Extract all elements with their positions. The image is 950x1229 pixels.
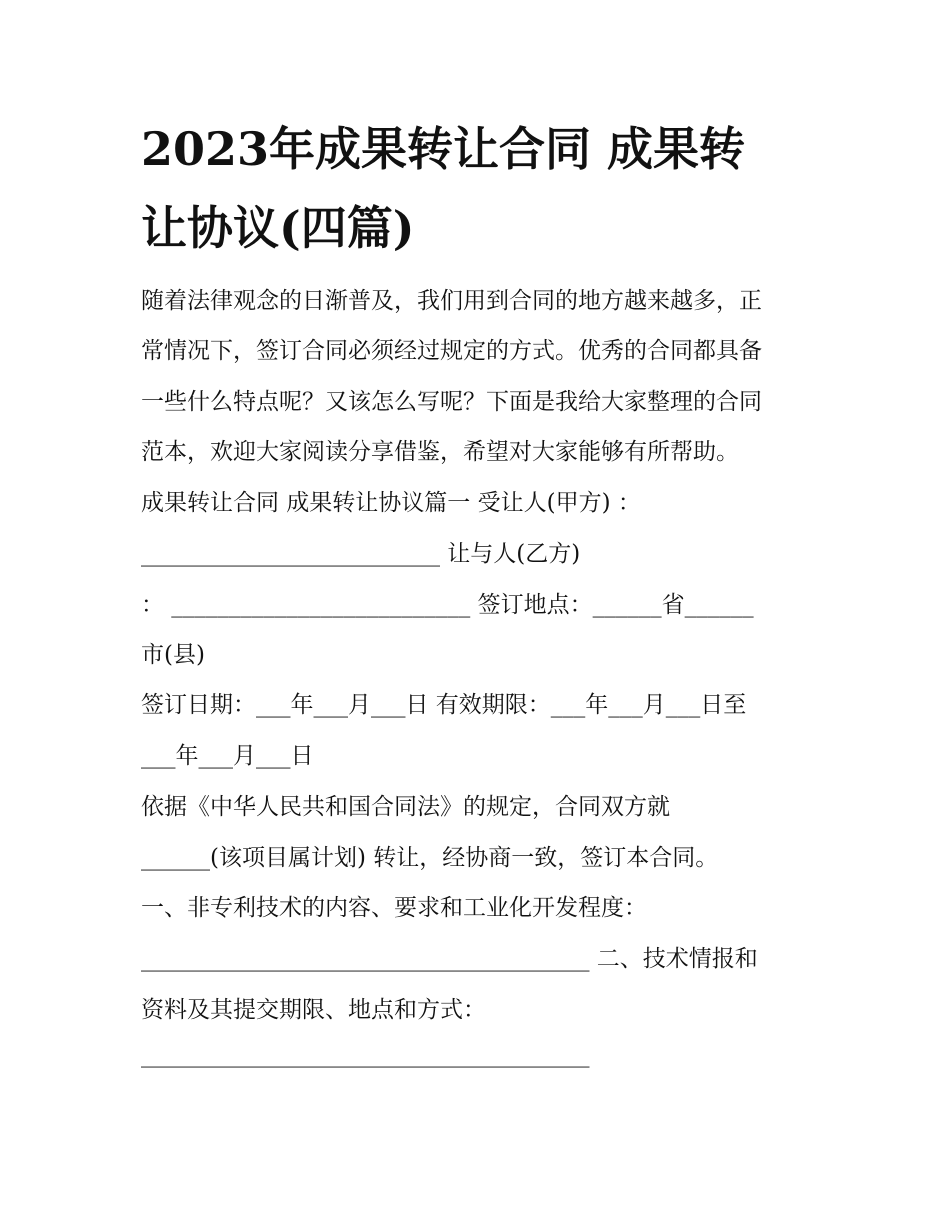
body-line-16: _______________________________________ xyxy=(141,1042,590,1068)
body-line-14: _______________________________________ 二、技术情报和 xyxy=(141,946,758,972)
body-line-1: 随着法律观念的日渐普及，我们用到合同的地方越来越多，正 xyxy=(141,288,762,314)
title-line-1: 2023年成果转让合同 成果转 xyxy=(141,122,746,176)
document-title xyxy=(141,110,841,268)
body-line-13: 一、非专利技术的内容、要求和工业化开发程度： xyxy=(141,895,647,921)
body-line-12: ______(该项目属计划) 转让，经协商一致，签订本合同。 xyxy=(141,845,719,871)
body-line-7: ： __________________________ 签订地点：______省______ xyxy=(141,592,754,618)
body-line-15: 资料及其提交期限、地点和方式： xyxy=(141,997,486,1023)
body-line-10: ___年___月___日 xyxy=(141,743,314,769)
body-line-5: 成果转让合同 成果转让协议篇一 受让人(甲方) ： xyxy=(141,490,641,516)
title-line-2: 让协议(四篇) xyxy=(141,201,415,255)
body-line-9: 签订日期：___年___月___日 有效期限：___年___月___日至 xyxy=(141,692,747,718)
body-line-4: 范本，欢迎大家阅读分享借鉴，希望对大家能够有所帮助。 xyxy=(141,439,739,465)
body-line-6: __________________________ 让与人(乙方) xyxy=(141,541,581,567)
body-line-11: 依据《中华人民共和国合同法》的规定，合同双方就 xyxy=(141,794,670,820)
body-line-2: 常情况下，签订合同必须经过规定的方式。优秀的合同都具备 xyxy=(141,338,762,364)
body-line-8: 市(县) xyxy=(141,642,205,668)
body-line-3: 一些什么特点呢？又该怎么写呢？下面是我给大家整理的合同 xyxy=(141,389,762,415)
